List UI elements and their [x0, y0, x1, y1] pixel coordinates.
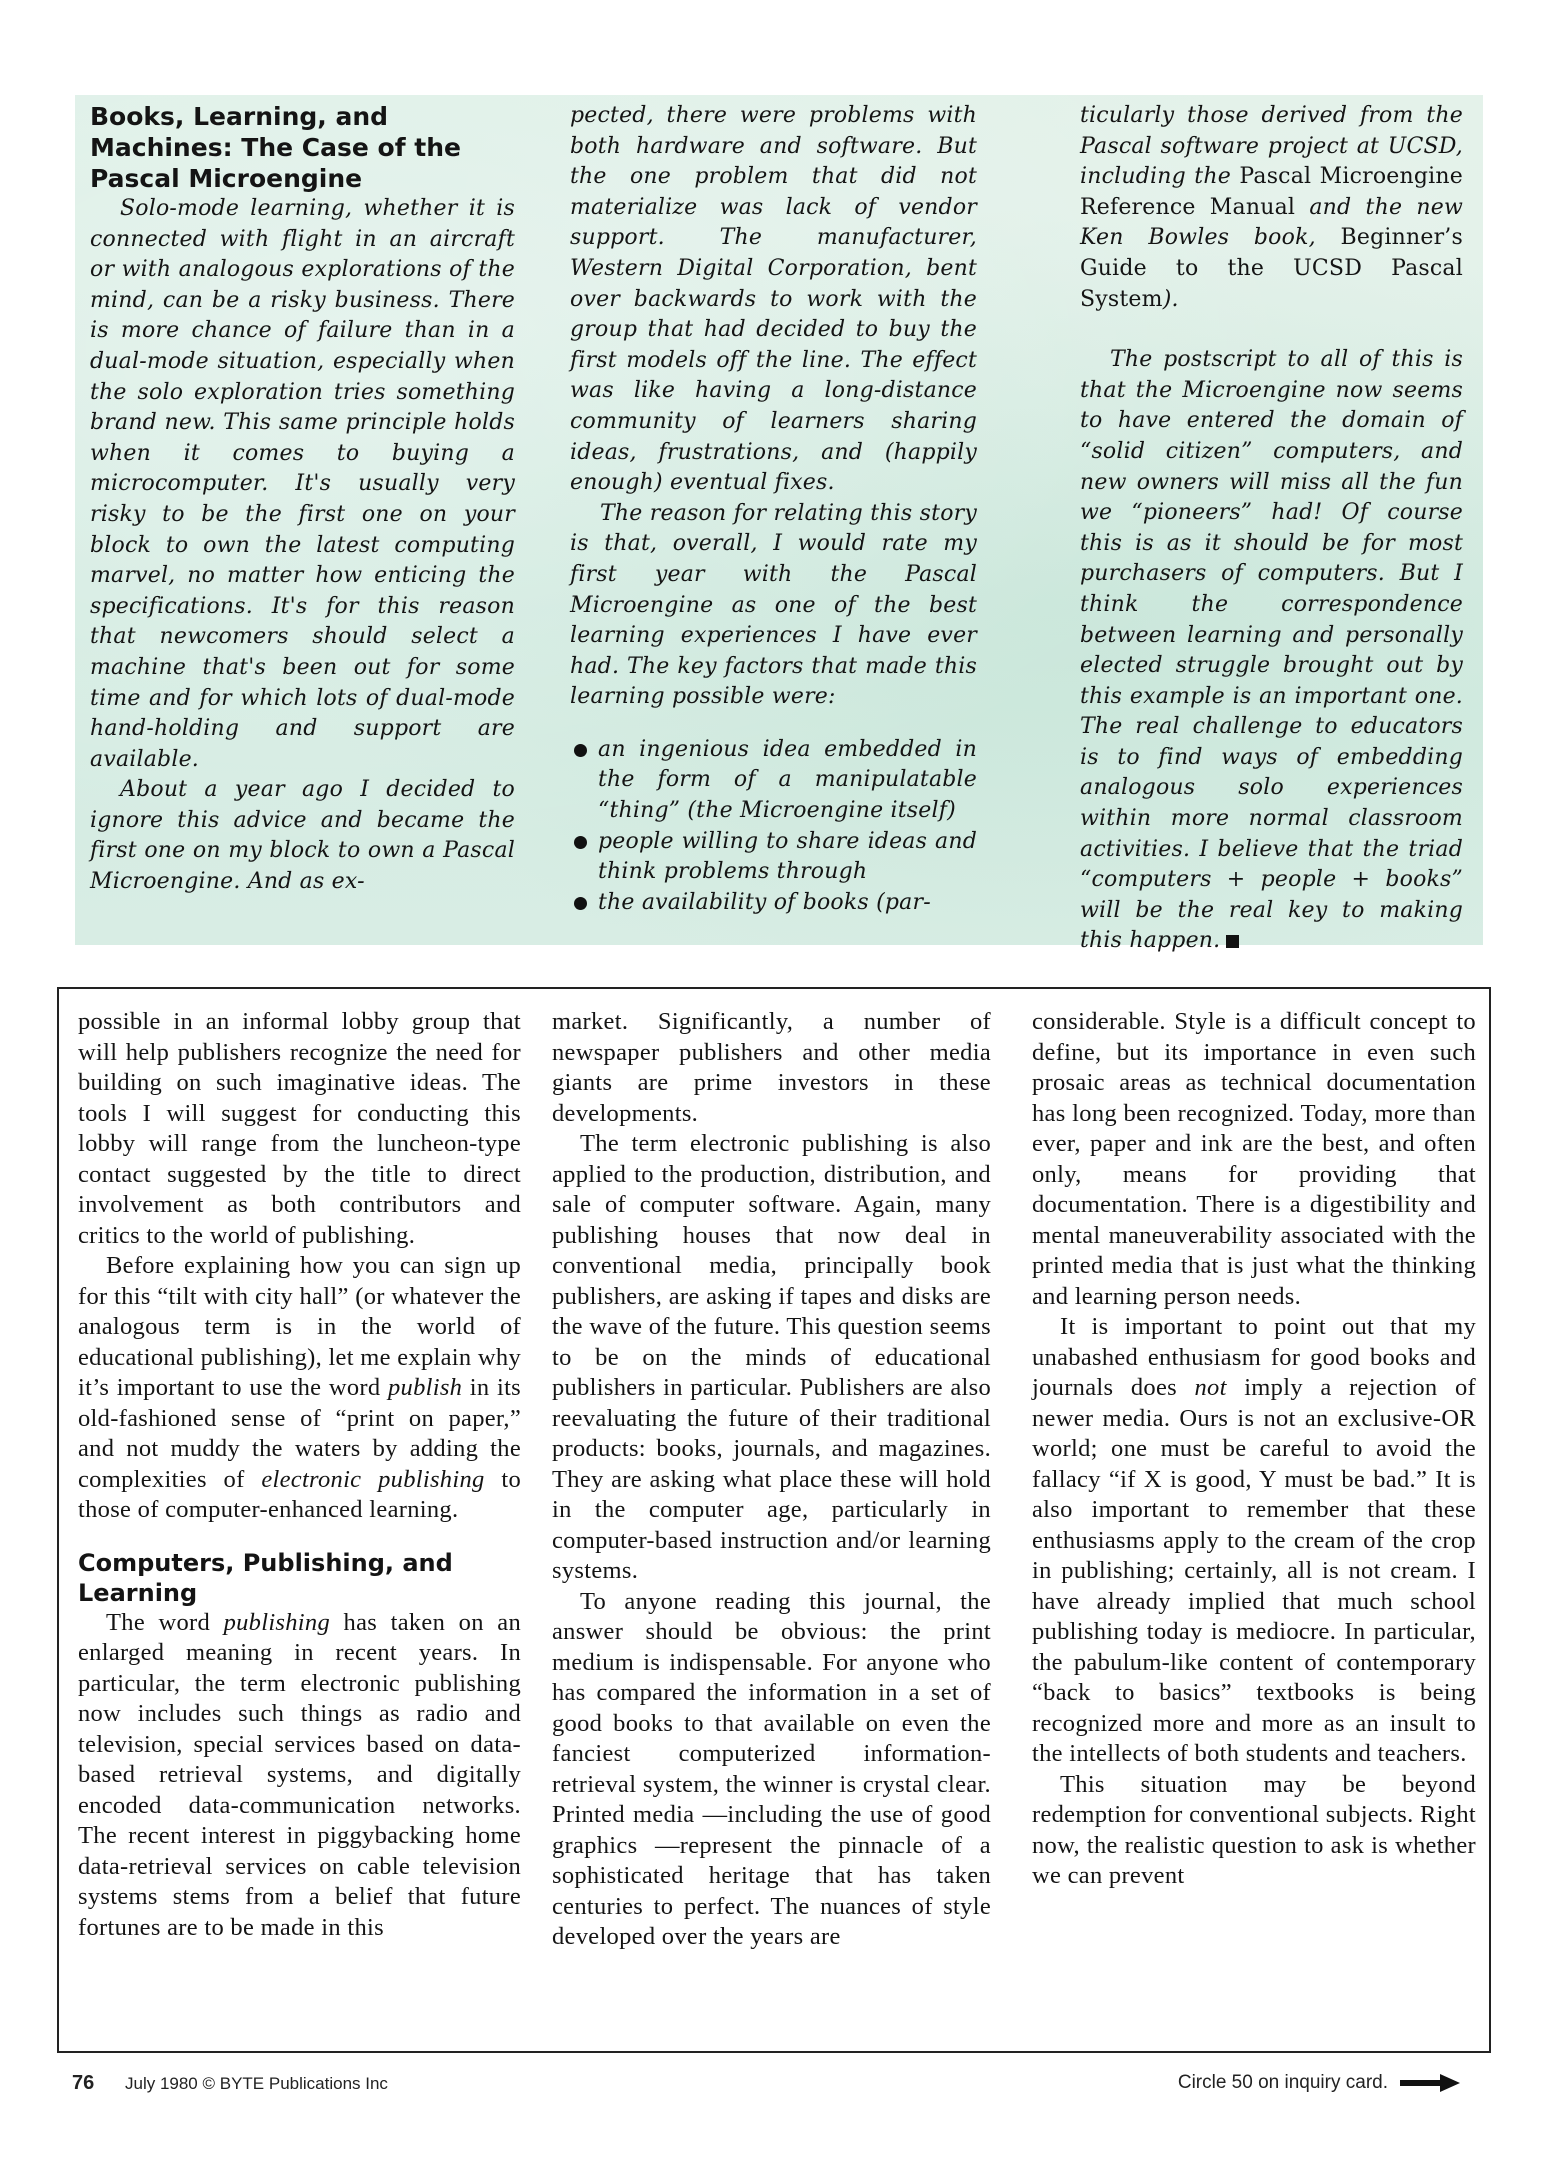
body-column-2 [552, 1007, 991, 1953]
body-paragraph: The word publishing has taken on an enlarged meaning in recent years. In particular, the term electronic publishing now includes such things as radio and television, special services based on data-based retrieval systems, and digitally encoded data-communication networks. The recent interest in piggybacking home data-retrieval services on cable television systems stems from a belief that future fortunes are to be made in this [78, 1608, 521, 1941]
bullet-icon [574, 744, 587, 757]
book-title: Beginner’s Guide to the UCSD Pascal System [1080, 225, 1463, 312]
sidebar-paragraph: pected, there were problems with both hardware and software. But the one problem that did not materialize was lack of vendor support. The manufacturer, Western Digital Corporation, bent over backwards to work with the group that had decided to buy the first models off the line. The effect was like having a long-distance community of learners sharing ideas, frustrations, and (happily enough) eventual fixes. [570, 103, 977, 496]
sidebar-paragraph: ticularly those derived from the Pascal software project at UCSD, including the Pascal Microengine Reference Manual and the new Ken Bowles book, Beginner’s Guide to the UCSD Pascal System). [1080, 103, 1464, 312]
list-item: an ingenious idea embedded in the form of a manipulatable “thing” (the Microengine itself) [570, 735, 977, 827]
sidebar-column-1 [90, 101, 515, 898]
inquiry-text: Circle 50 on inquiry card. [1177, 2072, 1388, 2093]
publication-credit: July 1980 © BYTE Publications Inc [124, 2074, 388, 2093]
body-paragraph: considerable. Style is a difficult concept to define, but its importance in even such prosaic areas as technical documentation has long been recognized. Today, more than ever, paper and ink are the best, and often only, means for providing that documentation. There is a digestibility and mental maneuverability associated with the printed media that is just what the thinking and learning person needs. [1032, 1008, 1476, 1310]
body-column-1 [78, 1007, 521, 1943]
sidebar-paragraph: The reason for relating this story is that, overall, I would rate my first year with the Pascal Microengine as one of the best learning experiences I have ever had. The key factors that made this learning possible were: [570, 500, 977, 710]
list-item: people willing to share ideas and think problems through [570, 827, 977, 888]
section-heading: Computers, Publishing, and Learning [78, 1548, 453, 1607]
bullet-icon [574, 836, 587, 849]
body-paragraph: It is important to point out that my unabashed enthusiasm for good books and journals does not imply a rejection of newer media. Ours is not an exclusive-OR world; one must be careful to avoid the fallacy “if X is good, Y must be bad.” It is also important to remember that these enthusiasms apply to the cream of the crop in publishing; certainly, all is not cream. I have already implied that much school publishing today is mediocre. In particular, the pabulum-like content of contemporary “back to basics” textbooks is being recognized more and more as an insult to the intellects of both students and teachers. [1032, 1313, 1476, 1767]
body-paragraph: This situation may be beyond redemption for conventional subjects. Right now, the realistic question to ask is whether we can prevent [1032, 1770, 1476, 1889]
body-paragraph: Before explaining how you can sign up for this “tilt with city hall” (or whatever the analogous term is in the world of educational publishing), let me explain why it’s important to use the word publish in its old-fashioned sense of “print on paper,” and not muddy the waters by adding the complexities of electronic publishing to those of computer-enhanced learning. [78, 1252, 522, 1523]
inquiry-note [1178, 2072, 1460, 2094]
sidebar-column-3 [1080, 101, 1463, 957]
sidebar-paragraph: The postscript to all of this is that the Microengine now seems to have entered the domain of “solid citizen” computers, and new owners will miss all the fun we “pioneers” had! Of course this is as it should be for most purchasers of computers. But I think the correspondence between learning and personally elected struggle brought out by this example is an important one. The real challenge to educators is to find ways of embedding analogous solo experiences within more normal classroom activities. I believe that the triad “computers + people + books” will be the real key to making this happen. [1080, 347, 1463, 954]
page-number: 76 [72, 2072, 95, 2094]
right-arrow-icon [1400, 2074, 1460, 2092]
sidebar-paragraph: Solo-mode learning, whether it is connected with flight in an aircraft or with analogous explorations of the mind, can be a risky business. There is more chance of failure than in a dual-mode situation, especially when the solo exploration tries something brand new. This same principle holds when it comes to buying a microcomputer. It's usually very risky to be the first one on your block to own the latest computing marvel, no matter how enticing the specifications. It's for this reason that newcomers should select a machine that's been out for some time and for which lots of dual-mode hand-holding and support are available. [90, 196, 515, 772]
bullet-icon [574, 897, 587, 910]
sidebar-panel [75, 95, 1483, 954]
list-item: the availability of books (par- [570, 888, 977, 919]
body-paragraph: To anyone reading this journal, the answer should be obvious: the print medium is indispensable. For anyone who has compared the information in a set of good books to that available on even the fanciest computerized information-retrieval system, the winner is crystal clear. Printed media —including the use of good graphics —represent the pinnacle of a sophisticated heritage that has taken centuries to perfect. The nuances of style developed over the years are [552, 1587, 991, 1950]
end-of-article-icon [1226, 935, 1239, 948]
key-factors-list [570, 735, 977, 919]
book-title: Pascal Microengine Reference Manual [1080, 164, 1464, 220]
sidebar-column-2 [570, 101, 977, 918]
body-paragraph: market. Significantly, a number of newspaper publishers and other media giants are prime investors in these developments. [552, 1008, 991, 1127]
body-paragraph: The term electronic publishing is also applied to the production, distribution, and sale of computer software. Again, many publishing houses that now deal in conventional media, principally book publishers, are asking if tapes and disks are the wave of the future. This question seems to be on the minds of educational publishers in particular. Publishers are also reevaluating the future of their traditional products: books, journals, and magazines. They are asking what place these will hold in the computer age, particularly in computer-based instruction and/or learning systems. [552, 1130, 991, 1584]
page-footer-left [72, 2072, 388, 2095]
sidebar-title: Books, Learning, and Machines: The Case of the Pascal Microengine [90, 102, 461, 193]
body-paragraph: possible in an informal lobby group that will help publishers recognize the need for building on such imaginative ideas. The tools I will suggest for conducting this lobby will range from the luncheon-type contact suggested by the title to direct involvement as both contributors and critics to the world of publishing. [78, 1008, 521, 1249]
body-column-3 [1032, 1007, 1476, 1892]
article-body-box [57, 987, 1491, 2053]
sidebar-paragraph: About a year ago I decided to ignore this advice and became the first one on my block to own a Pascal Microengine. And as ex- [90, 777, 515, 895]
